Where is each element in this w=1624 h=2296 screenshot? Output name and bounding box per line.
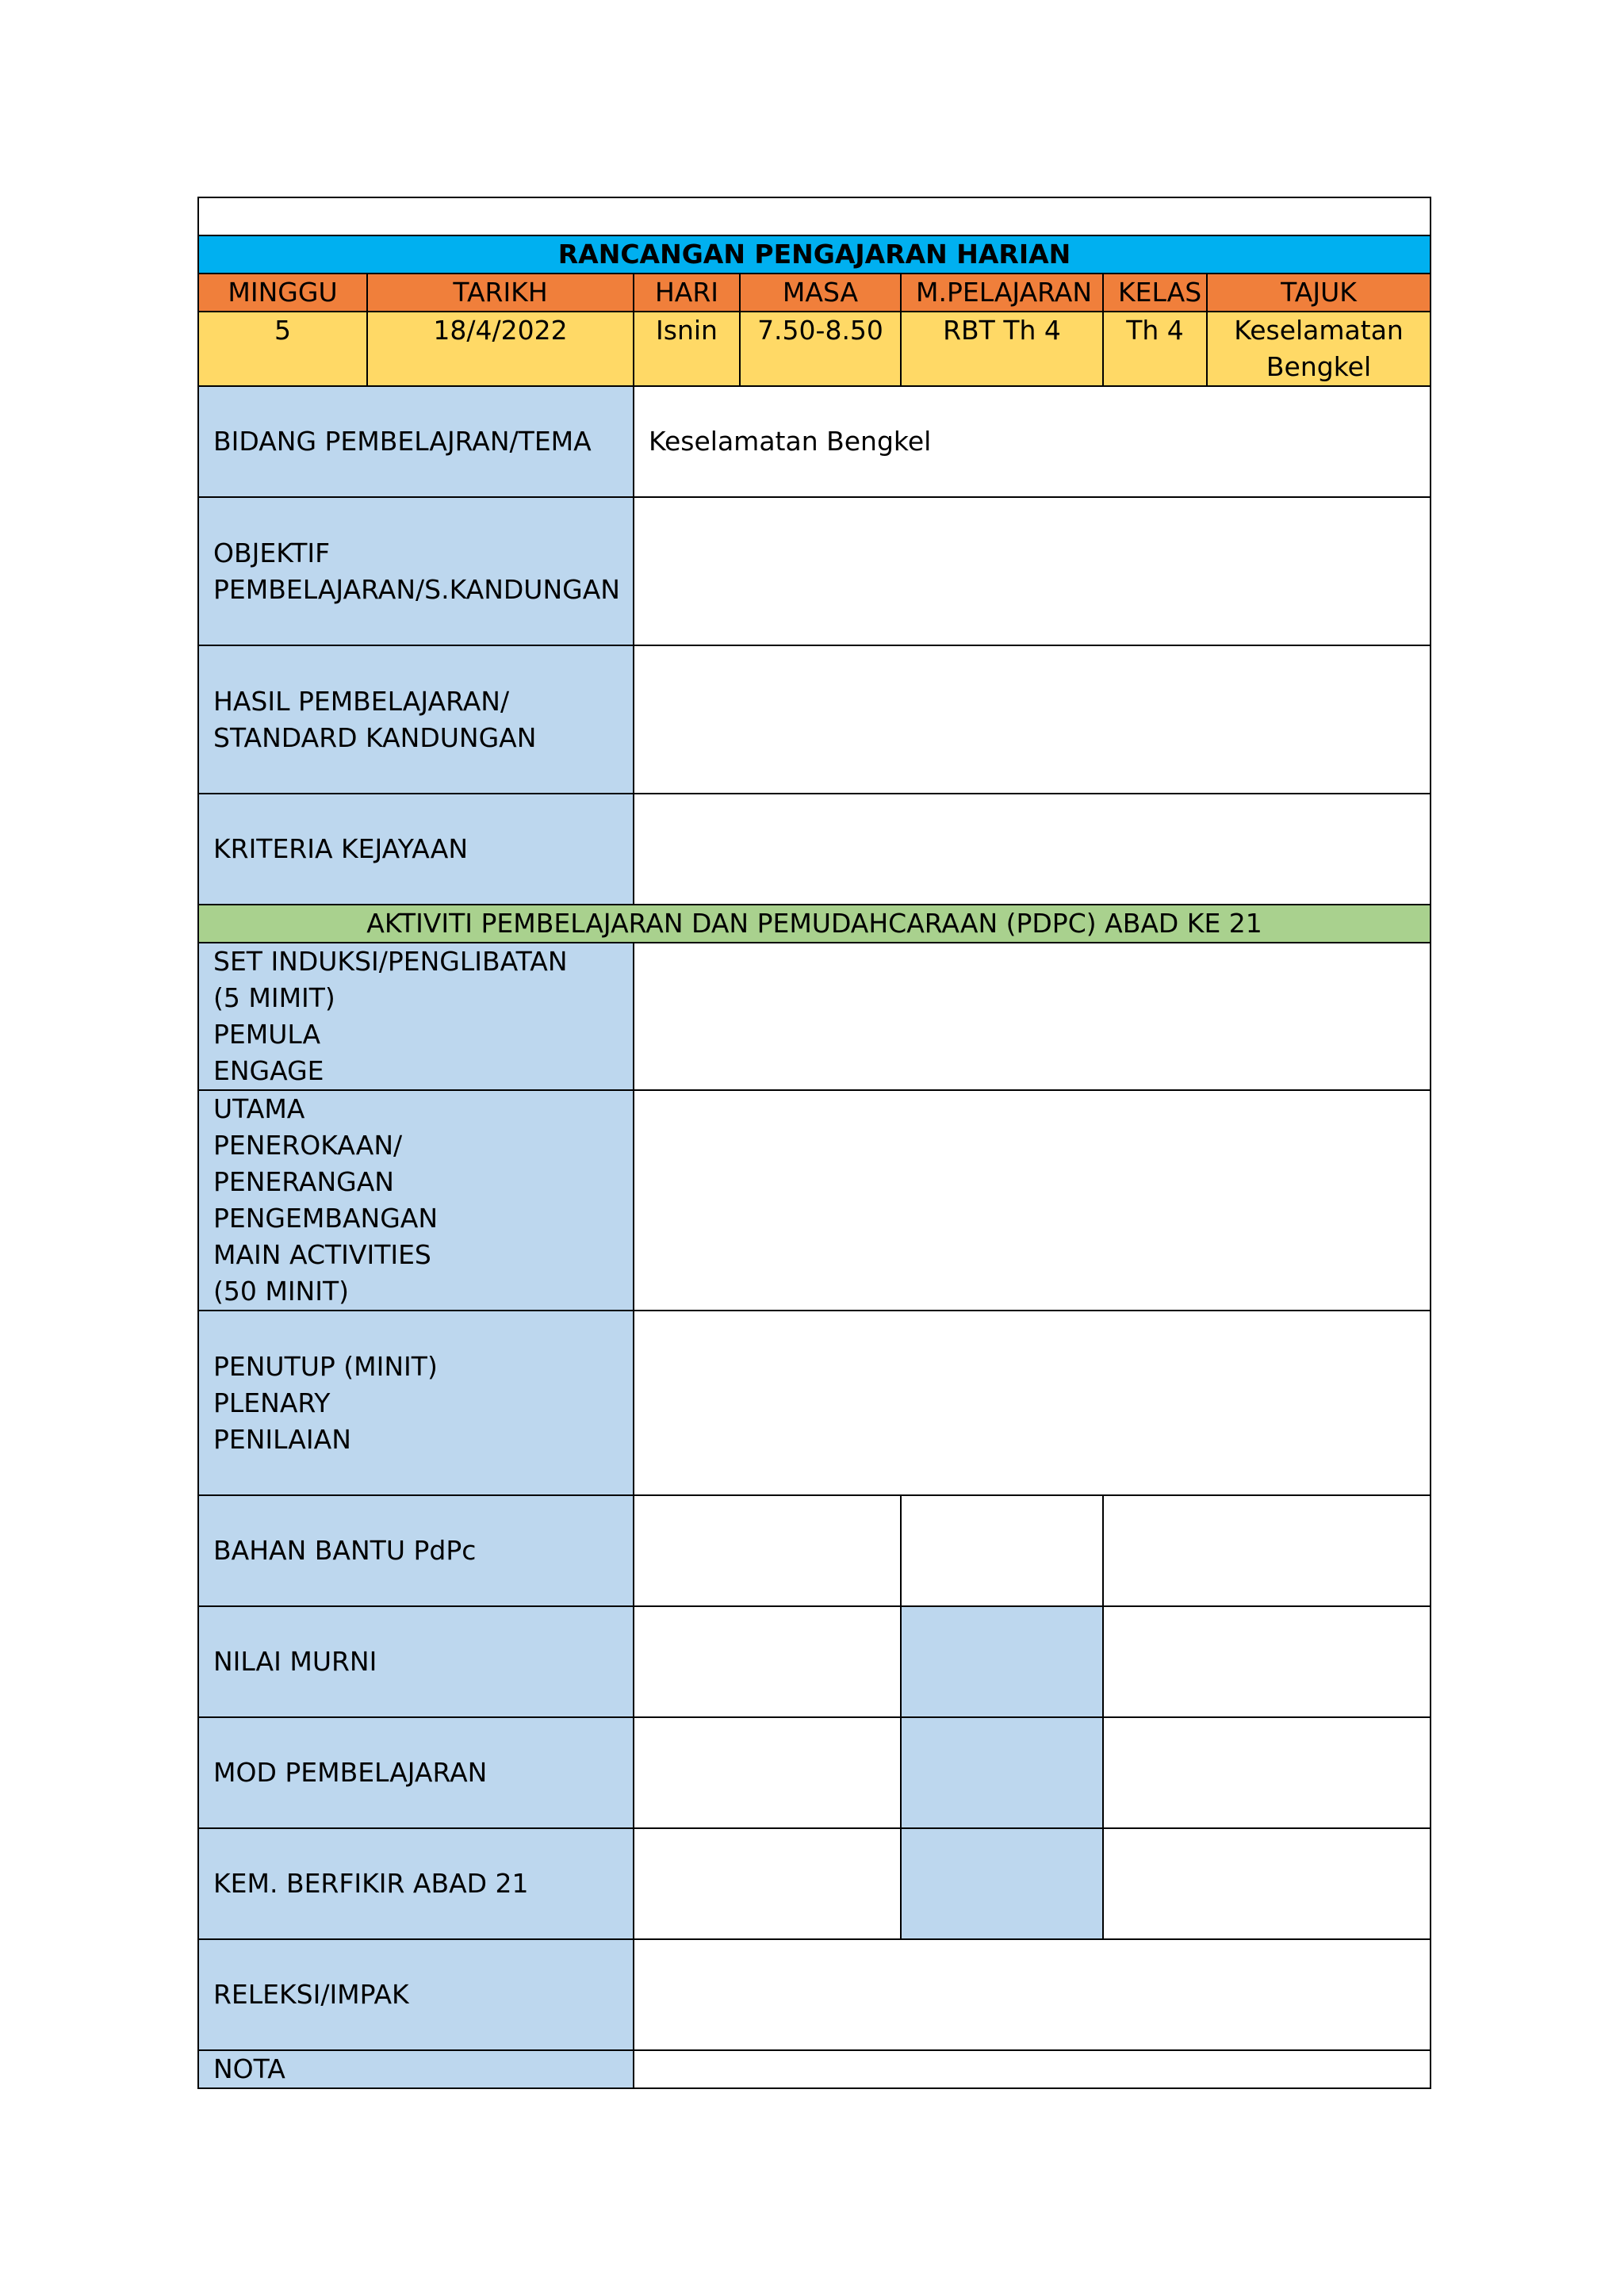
header-tajuk: TAJUK — [1207, 274, 1431, 312]
header-kelas: KELAS — [1103, 274, 1207, 312]
blank-top-row — [198, 197, 1431, 235]
value-masa: 7.50-8.50 — [740, 312, 901, 386]
header-hari: HARI — [634, 274, 740, 312]
kem-cell-2 — [901, 1828, 1103, 1939]
value-refleksi — [634, 1939, 1431, 2050]
lesson-plan-table — [197, 197, 1431, 2089]
values-row — [198, 312, 1431, 386]
label-induksi: SET INDUKSI/PENGLIBATAN (5 MIMIT) PEMULA ENGAGE — [198, 943, 634, 1090]
value-tarikh: 18/4/2022 — [367, 312, 634, 386]
label-kem: KEM. BERFIKIR ABAD 21 — [198, 1828, 634, 1939]
row-penutup — [198, 1311, 1431, 1495]
label-nilai: NILAI MURNI — [198, 1606, 634, 1717]
section-title: AKTIVITI PEMBELAJARAN DAN PEMUDAHCARAAN (PDPC) ABAD KE 21 — [198, 905, 1431, 943]
kem-cell-3 — [1103, 1828, 1431, 1939]
row-induksi — [198, 943, 1431, 1090]
value-objektif — [634, 497, 1431, 645]
row-objektif — [198, 497, 1431, 645]
row-nota — [198, 2050, 1431, 2088]
header-tarikh: TARIKH — [367, 274, 634, 312]
mod-cell-3 — [1103, 1717, 1431, 1828]
row-bidang — [198, 386, 1431, 497]
nilai-cell-2 — [901, 1606, 1103, 1717]
row-bahan — [198, 1495, 1431, 1606]
value-nota — [634, 2050, 1431, 2088]
header-row — [198, 274, 1431, 312]
value-hari: Isnin — [634, 312, 740, 386]
row-kriteria — [198, 794, 1431, 905]
row-kem — [198, 1828, 1431, 1939]
nilai-cell-1 — [634, 1606, 901, 1717]
mod-cell-2 — [901, 1717, 1103, 1828]
value-hasil — [634, 645, 1431, 794]
label-penutup: PENUTUP (MINIT) PLENARY PENILAIAN — [198, 1311, 634, 1495]
header-minggu: MINGGU — [198, 274, 367, 312]
label-hasil: HASIL PEMBELAJARAN/ STANDARD KANDUNGAN — [198, 645, 634, 794]
title-row — [198, 235, 1431, 274]
row-nilai — [198, 1606, 1431, 1717]
value-kriteria — [634, 794, 1431, 905]
row-refleksi — [198, 1939, 1431, 2050]
label-refleksi: RELEKSI/IMPAK — [198, 1939, 634, 2050]
lesson-plan-sheet — [197, 197, 1430, 2089]
bahan-cell-3 — [1103, 1495, 1431, 1606]
header-mpelajaran: M.PELAJARAN — [901, 274, 1103, 312]
bahan-cell-2 — [901, 1495, 1103, 1606]
value-kelas: Th 4 — [1103, 312, 1207, 386]
header-masa: MASA — [740, 274, 901, 312]
bahan-cell-1 — [634, 1495, 901, 1606]
label-utama: UTAMA PENEROKAAN/ PENERANGAN PENGEMBANGAN MAIN ACTIVITIES (50 MINIT) — [198, 1090, 634, 1311]
page-title: RANCANGAN PENGAJARAN HARIAN — [198, 235, 1431, 274]
nilai-cell-3 — [1103, 1606, 1431, 1717]
label-mod: MOD PEMBELAJARAN — [198, 1717, 634, 1828]
value-bidang: Keselamatan Bengkel — [634, 386, 1431, 497]
row-utama — [198, 1090, 1431, 1311]
value-minggu: 5 — [198, 312, 367, 386]
label-objektif: OBJEKTIF PEMBELAJARAN/S.KANDUNGAN — [198, 497, 634, 645]
value-tajuk: Keselamatan Bengkel — [1207, 312, 1431, 386]
label-bahan: BAHAN BANTU PdPc — [198, 1495, 634, 1606]
value-penutup — [634, 1311, 1431, 1495]
value-induksi — [634, 943, 1431, 1090]
row-mod — [198, 1717, 1431, 1828]
value-utama — [634, 1090, 1431, 1311]
mod-cell-1 — [634, 1717, 901, 1828]
kem-cell-1 — [634, 1828, 901, 1939]
blank-top-cell — [198, 197, 1431, 235]
row-hasil — [198, 645, 1431, 794]
value-mpelajaran: RBT Th 4 — [901, 312, 1103, 386]
section-row — [198, 905, 1431, 943]
label-bidang: BIDANG PEMBELAJRAN/TEMA — [198, 386, 634, 497]
label-nota: NOTA — [198, 2050, 634, 2088]
label-kriteria: KRITERIA KEJAYAAN — [198, 794, 634, 905]
